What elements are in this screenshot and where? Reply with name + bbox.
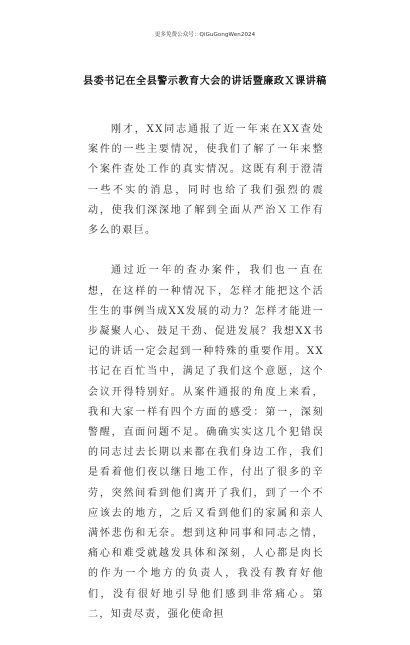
document-title: 县委书记在全县警示教育大会的讲话暨廉政Ｘ课讲稿 — [83, 76, 327, 87]
paragraph: 刚才，XX同志通报了近一年来在XX查处案件的一些主要情况，使我们了解了一年来整个案件查处工作的真实情况。这既有利于澄清一些不实的消息，同时也给了我们强烈的震动，使我们深深地了解到全面从严治Ｘ工作有多么的艰巨。 — [88, 124, 324, 237]
paragraph: 通过近一年的查办案件，我们也一直在想，在这样的一种情况下，怎样才能把这个活生生的事例当成XX发展的动力？怎样才能进一步凝聚人心、鼓足干劲、促进发展？我想XX书记的讲话一定会起到一种特殊的重要作用。XX书记在百忙当中，满足了我们这个意愿，这个会议开得特别好。从案件通报的角度上来看，我和大家一样有四个方面的感受：第一，深刻警醒，直面问题不足。确确实实这几个犯错误的同志过去长期以来都在我们身边工作，我们是看着他们夜以继日地工作，付出了很多的辛劳，突然间看到他们离开了我们，到了一个不应该去的地方，之后又看到他们的家属和亲人满怀悲伤和无奈。想到这种同事和同志之情，痛心和难受就越发具体和深刻，人心都是肉长的作为一个地方的负责人，我没有教育好他们，没有很好地引导他们感到非常痛心。第二，知责尽责，强化使命担 — [88, 265, 324, 620]
document-body — [88, 120, 324, 645]
header-note: 更多免费公众号：QiGuGongWen2024 — [154, 32, 256, 38]
